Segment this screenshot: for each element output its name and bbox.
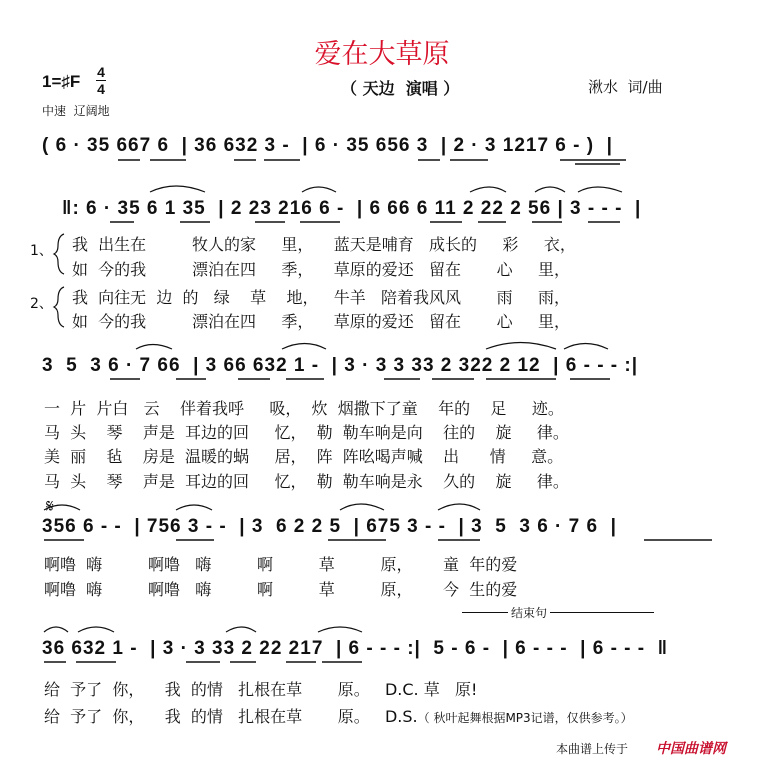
lyric-refrain-line1: 一 片 片白 云 伴着我呼 吸， 炊 烟撒下了童 年的 足 迹。 (44, 399, 564, 418)
notation-line-verse: ‖: 6 · 35 6 1 35 | 2 23 216 6 - | 6 66 6 11 2 22 2 56 | 3 - - - | (62, 198, 642, 219)
lyric-verse1-line1: 我 出生在 牧人的家 里， 蓝天是哺育 成长的 彩 衣， (72, 235, 576, 254)
lyric-verse2-line1: 我 向往无 边 的 绿 草 地， 牛羊 陪着我风风 雨 雨， (72, 288, 571, 307)
notation-line-intro: ( 6 · 35 667 6 | 36 632 3 - | 6 · 35 656 3 | 2 · 3 1217 6 - ) | (42, 135, 613, 156)
lyric-ending-line1: 给 予了 你， 我 的情 扎根在草 原。 D.C. 草 原! (44, 680, 478, 699)
lyric-ending-line2-text: 给 予了 你， 我 的情 扎根在草 原。 D.S. (44, 707, 418, 726)
song-title: 爱在大草原 (314, 39, 450, 70)
lyric-refrain-line3: 美 丽 毡 房是 温暖的蜗 居， 阵 阵吆喝声喊 出 情 意。 (44, 447, 564, 466)
site-logo: 中国曲谱网 (656, 741, 726, 757)
ending-label: 结束句 (508, 604, 550, 621)
notation-line-chorus: 356 6 - - | 756 3 - - | 3 6 2 2 5 | 675 3 - - | 3 5 3 6 · 7 6 | (42, 516, 617, 537)
upload-caption: 本曲谱上传于 (556, 742, 629, 756)
lyric-refrain-line4: 马 头 琴 声是 耳边的回 忆， 勒 勒车响是永 久的 旋 律。 (44, 472, 569, 491)
verse-braces (54, 234, 64, 327)
meter-bottom: 4 (97, 81, 105, 97)
lyric-verse2-line2: 如 今的我 漂泊在四 季， 草原的爱还 留在 心 里， (72, 312, 571, 331)
beam-marks (44, 160, 712, 662)
verse-number-2: 2、 (30, 296, 53, 312)
singer-label: （ 天边 演唱 ） (341, 79, 460, 98)
lyric-refrain-line2: 马 头 琴 声是 耳边的回 忆， 勒 勒车响是向 往的 旋 律。 (44, 423, 569, 442)
tempo-marking: 中速 辽阔地 (42, 104, 110, 118)
meter-top: 4 (97, 64, 105, 80)
lyric-verse1-line2: 如 今的我 漂泊在四 季， 草原的爱还 留在 心 里， (72, 260, 571, 279)
key-signature: 1=♯F (42, 72, 81, 91)
lyric-chorus-line1: 啊噜 嗨 啊噜 嗨 啊 草 原， 童 年的爱 (44, 555, 518, 574)
transcription-note: （ 秋叶起舞根据MP3记谱，仅供参考。） (417, 711, 633, 725)
notation-line-ending: 36 632 1 - | 3 · 3 33 2 22 217 | 6 - - - :| 5 - 6 - | 6 - - - | 6 - - - ‖ (42, 638, 669, 659)
notation-line-refrain: 3 5 3 6 · 7 66 | 3 66 632 1 - | 3 · 3 3 33 2 322 2 12 | 6 - - - :| (42, 355, 639, 376)
lyric-chorus-line2: 啊噜 嗨 啊噜 嗨 啊 草 原， 今 生的爱 (44, 580, 518, 599)
verse-number-1: 1、 (30, 243, 53, 259)
lyricist-composer: 湫水 词/曲 (588, 78, 663, 96)
slur-marks (44, 186, 622, 632)
segno-icon: 𝄋 (46, 496, 54, 517)
